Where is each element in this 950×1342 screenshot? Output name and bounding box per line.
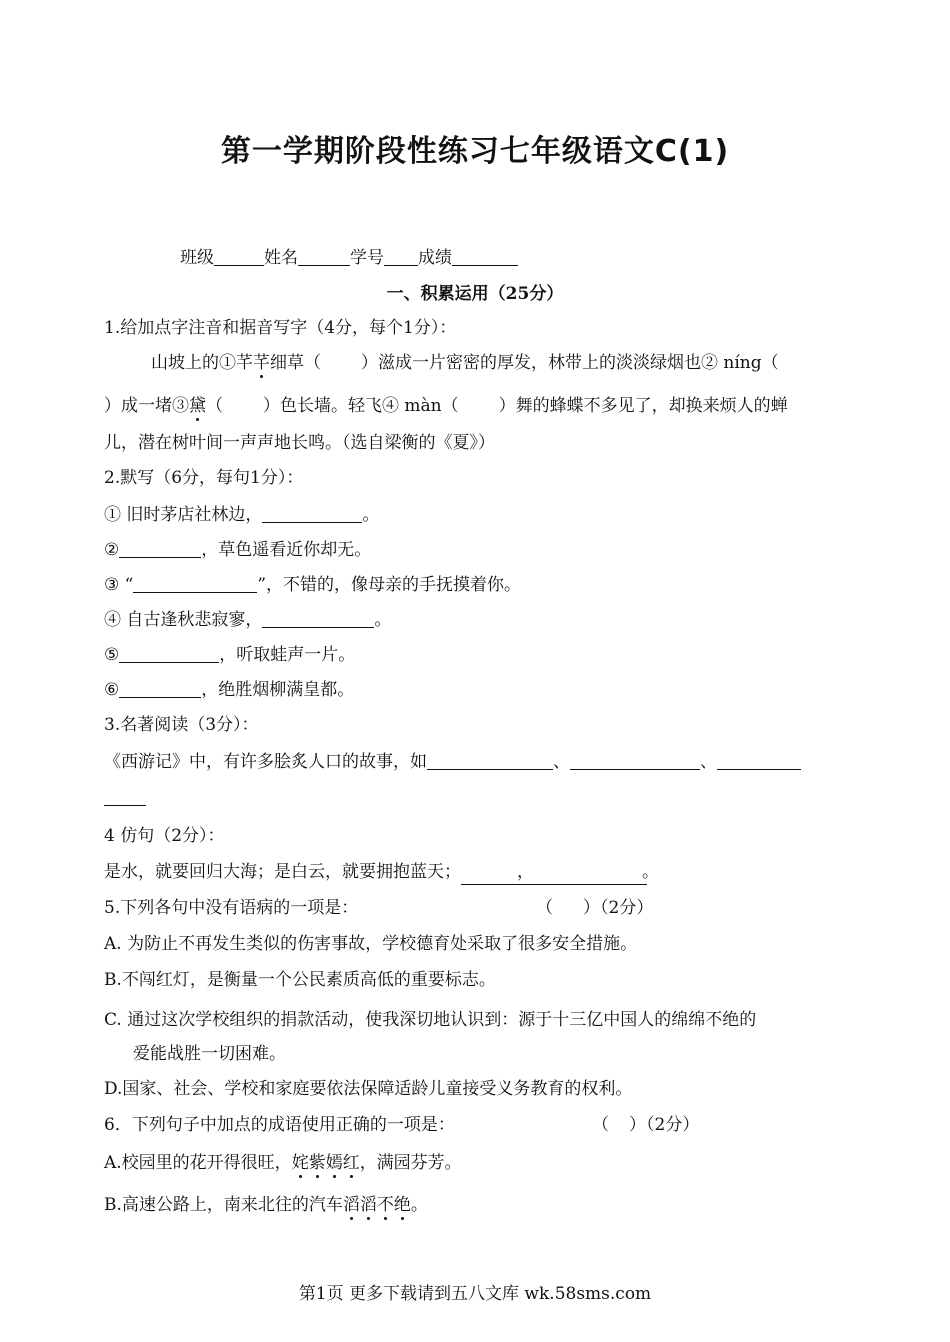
q1-paragraph-line-3: 儿，潜在树叶间一声声地长鸣。（选自梁衡的《夏》） [104, 433, 495, 453]
fill-blank[interactable] [262, 609, 374, 628]
q5-option-b: B.不闯红灯，是衡量一个公民素质高低的重要标志。 [104, 970, 496, 990]
name-label: 姓名 [264, 248, 298, 268]
section-heading: 一、积累运用（25分） [386, 284, 564, 304]
q3-body: 《西游记》中，有许多脍炙人口的故事，如 、 、 [104, 750, 801, 774]
q2-item-3: ③ “ ”，不错的，像母亲的手抚摸着你。 [104, 575, 522, 595]
class-label: 班级 [180, 248, 214, 268]
fill-blank[interactable] [717, 751, 801, 770]
q5-option-c: C. 通过这次学校组织的捐款活动，使我深切地认识到：源于十三亿中国人的绵绵不绝的 [104, 1010, 757, 1030]
q1-heading: 1.给加点字注音和据音写字（4分，每个1分）： [104, 318, 457, 338]
page-title: 第一学期阶段性练习七年级语文C(1) [220, 134, 730, 169]
fill-blank[interactable] [570, 751, 700, 770]
score-blank[interactable] [452, 247, 518, 266]
fill-blank[interactable] [119, 644, 219, 663]
idiom-char: 红 [342, 1153, 360, 1173]
q6-option-b: B.高速公路上，南来北往的汽车滔滔不绝。 [104, 1195, 428, 1215]
q5-option-d: D.国家、社会、学校和家庭要依法保障适龄儿童接受义务教育的权利。 [104, 1079, 633, 1099]
q2-item-6: ⑥ ，绝胜烟柳满皇都。 [104, 680, 355, 700]
q3-heading: 3.名著阅读（3分）： [104, 715, 259, 735]
fill-blank[interactable] [133, 574, 257, 593]
idiom-char: 不 [376, 1195, 394, 1215]
dotted-char: 芊 [253, 353, 270, 373]
q6-heading: 6．下列句子中加点的成语使用正确的一项是： [104, 1115, 455, 1135]
fill-blank[interactable] [262, 504, 362, 523]
class-blank[interactable] [214, 247, 264, 266]
student-info-line [180, 246, 518, 270]
idiom-char: 滔 [359, 1195, 377, 1215]
dotted-char: 黛 [189, 396, 206, 416]
q4-heading: 4 仿句（2分）： [104, 826, 225, 846]
q5-answer-slot[interactable]: （ ）（2分） [536, 898, 654, 918]
fill-blank[interactable]: ， 。 [461, 860, 647, 885]
number-blank[interactable] [384, 247, 418, 266]
idiom-char: 姹 [291, 1153, 309, 1173]
q2-item-5: ⑤ ，听取蛙声一片。 [104, 645, 356, 665]
fill-blank[interactable] [427, 751, 553, 770]
q1-paragraph-line-2: ）成一堵③黛（ ）色长墙。轻飞④ màn（ ）舞的蜂蝶不多见了，却换来烦人的蝉 [104, 396, 788, 416]
fill-blank[interactable] [104, 787, 146, 806]
q5-heading: 5.下列各句中没有语病的一项是： [104, 898, 359, 918]
q2-item-1: ① 旧时茅店社林边， 。 [104, 505, 380, 525]
q5-option-c-continued: 爱能战胜一切困难。 [133, 1044, 286, 1064]
idiom-char: 绝 [393, 1195, 411, 1215]
q4-body: 是水，就要回归大海；是白云，就要拥抱蓝天； ， 。 [104, 860, 647, 885]
idiom-char: 紫 [308, 1153, 326, 1173]
score-label: 成绩 [418, 248, 452, 268]
q3-continuation [104, 786, 146, 810]
q1-paragraph-line-1: 山坡上的①芊芊细草（ ）滋成一片密密的厚发，林带上的淡淡绿烟也② níng（ [151, 353, 779, 373]
number-label: 学号 [350, 248, 384, 268]
q2-item-2: ② ，草色遥看近你却无。 [104, 540, 372, 560]
fill-blank[interactable] [119, 679, 201, 698]
name-blank[interactable] [298, 247, 350, 266]
q5-option-a: A. 为防止不再发生类似的伤害事故，学校德育处采取了很多安全措施。 [104, 934, 638, 954]
q2-item-4: ④ 自古逢秋悲寂寥， 。 [104, 610, 392, 630]
idiom-char: 滔 [342, 1195, 360, 1215]
q6-answer-slot[interactable]: （ ）（2分） [592, 1115, 700, 1135]
q2-heading: 2.默写（6分，每句1分）： [104, 468, 304, 488]
fill-blank[interactable] [119, 539, 201, 558]
page-footer: 第1页 更多下载请到五八文库 wk.58sms.com [298, 1284, 652, 1304]
q6-option-a: A.校园里的花开得很旺，姹紫嫣红，满园芬芳。 [104, 1153, 462, 1173]
idiom-char: 嫣 [325, 1153, 343, 1173]
